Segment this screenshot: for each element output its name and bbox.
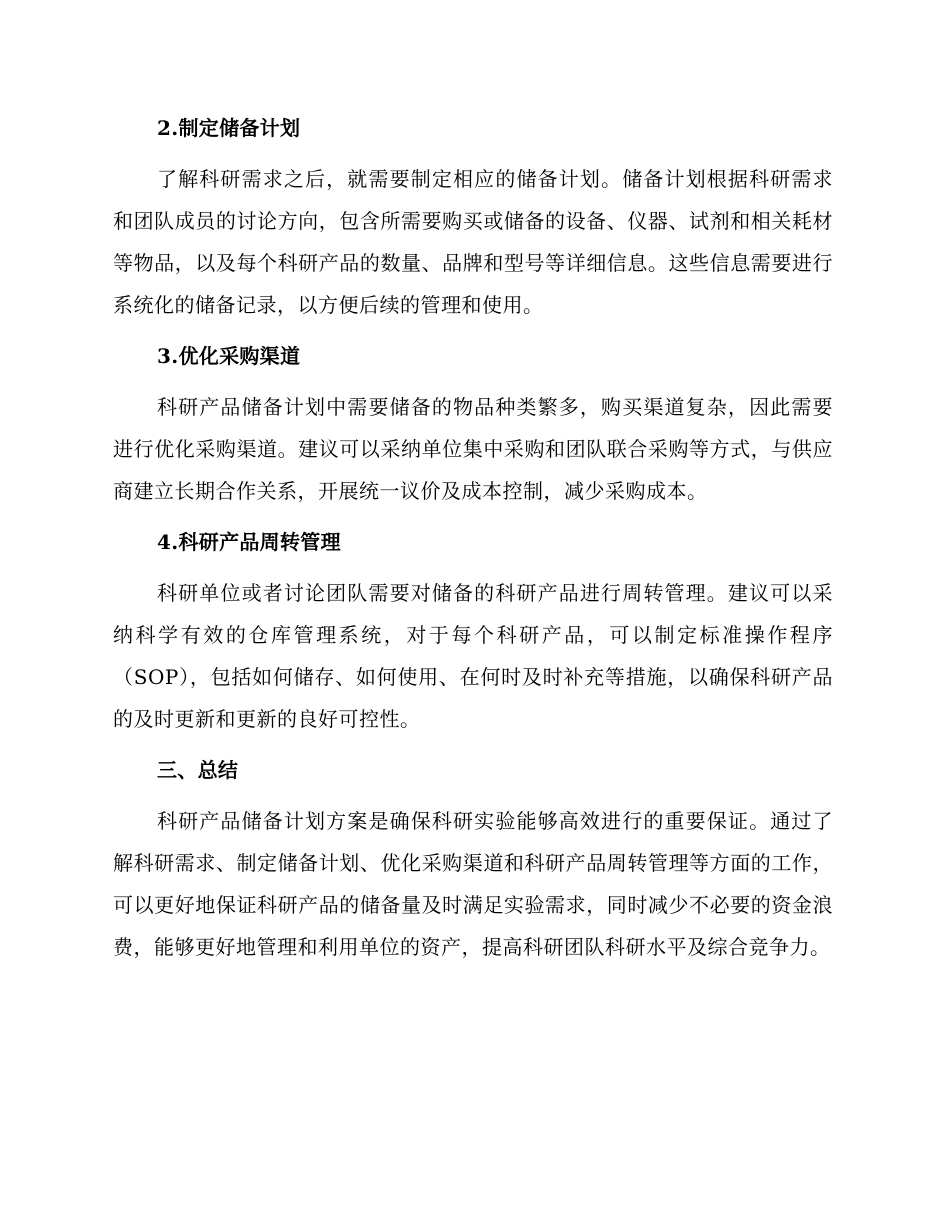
section-paragraph-turnover: 科研单位或者讨论团队需要对储备的科研产品进行周转管理。建议可以采纳科学有效的仓库管理系统，对于每个科研产品，可以制定标准操作程序（SOP），包括如何储存、如何使用、在何时及时补充等措施，以确保科研产品的及时更新和更新的良好可控性。: [113, 581, 833, 731]
section-paragraph-purchase: 科研产品储备计划中需要储备的物品种类繁多，购买渠道复杂，因此需要进行优化采购渠道。建议可以采纳单位集中采购和团队联合采购等方式，与供应商建立长期合作关系，开展统一议价及成本控制，减少采购成本。: [113, 395, 833, 503]
section-heading-purchase: 3.优化采购渠道: [157, 344, 301, 368]
document-page: [113, 108, 833, 978]
section-heading-plan: 2.制定储备计划: [157, 116, 301, 140]
section-heading-summary: 三、总结: [157, 758, 239, 782]
section-paragraph-plan: 了解科研需求之后，就需要制定相应的储备计划。储备计划根据科研需求和团队成员的讨论方向，包含所需要购买或储备的设备、仪器、试剂和相关耗材等物品，以及每个科研产品的数量、品牌和型号等详细信息。这些信息需要进行系统化的储备记录，以方便后续的管理和使用。: [113, 167, 833, 317]
section-heading-turnover: 4.科研产品周转管理: [157, 530, 341, 554]
section-paragraph-summary: 科研产品储备计划方案是确保科研实验能够高效进行的重要保证。通过了解科研需求、制定储备计划、优化采购渠道和科研产品周转管理等方面的工作，可以更好地保证科研产品的储备量及时满足实验需求，同时减少不必要的资金浪费，能够更好地管理和利用单位的资产，提高科研团队科研水平及综合竞争力。: [113, 809, 833, 959]
